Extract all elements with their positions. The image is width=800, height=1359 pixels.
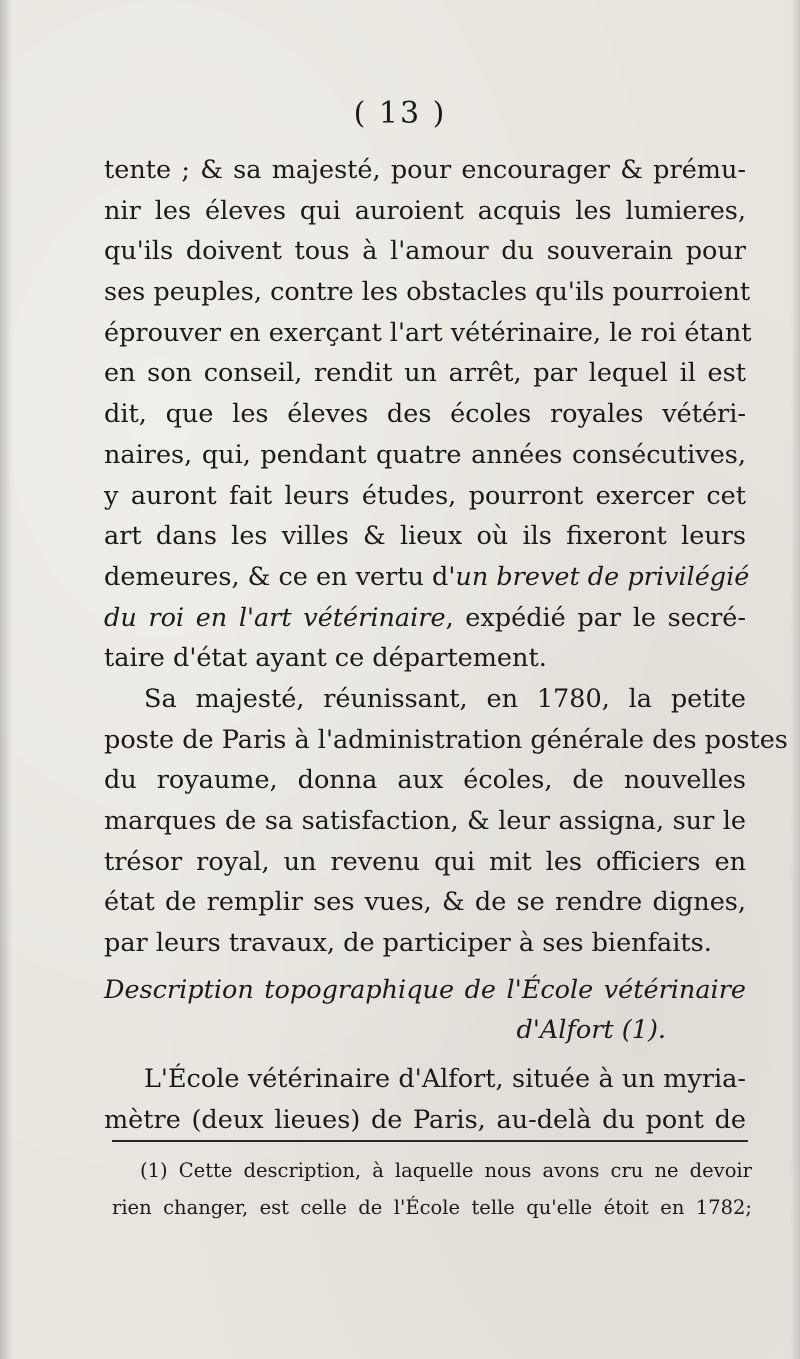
text-run: demeures, & ce en vertu d' (104, 561, 456, 592)
paragraph-line: trésor royal, un revenu qui mit les officiers en (104, 846, 746, 877)
page-number: ( 13 ) (353, 96, 447, 131)
text-line-with-italic (104, 557, 750, 598)
paragraph-line: Sa majesté, réunissant, en 1780, la petite (144, 683, 746, 714)
text-line: taire d'état ayant ce département. (104, 643, 547, 674)
section-heading-text: d'Alfort (1). (516, 1015, 666, 1046)
text-line: nir les éleves qui auroient acquis les lumieres, (104, 195, 746, 226)
text-line: éprouver en exerçant l'art vétérinaire, le roi étant (104, 317, 752, 348)
footnote-line: rien changer, est celle de l'École telle qu'elle étoit en 1782; (112, 1196, 752, 1219)
text-line: y auront fait leurs études, pourront exercer cet (104, 480, 746, 511)
italic-run: du roi en l'art vétérinaire (104, 602, 446, 633)
text-line: qu'ils doivent tous à l'amour du souverain pour (104, 236, 746, 267)
paragraph-line: par leurs travaux, de participer à ses bienfaits. (104, 928, 712, 959)
paragraph-line: état de remplir ses vues, & de se rendre dignes, (104, 887, 746, 918)
paragraph-line: mètre (deux lieues) de Paris, au-delà du pont de (104, 1104, 746, 1135)
text-line: naires, qui, pendant quatre années consécutives, (104, 439, 746, 470)
paragraph-line: du royaume, donna aux écoles, de nouvelles (104, 765, 746, 796)
paragraph-line: marques de sa satisfaction, & leur assigna, sur le (104, 806, 746, 836)
text-line: ses peuples, contre les obstacles qu'ils pourroient (104, 277, 751, 308)
footnote-divider (112, 1140, 748, 1142)
section-heading (104, 970, 746, 1011)
section-heading-continued (104, 1010, 746, 1051)
italic-run: un brevet de privilégié (455, 561, 750, 592)
paragraph-line: L'École vétérinaire d'Alfort, située à un myria- (144, 1064, 746, 1095)
paragraph-line: poste de Paris à l'administration générale des postes (104, 724, 788, 755)
page-edge-shadow-right (790, 0, 800, 1359)
text-line: tente ; & sa majesté, pour encourager & prému- (104, 155, 746, 185)
text-line: art dans les villes & lieux où ils fixeront leurs (104, 521, 746, 552)
text-run: , expédié par le secré- (445, 602, 746, 633)
text-line-with-italic (104, 598, 746, 639)
page-edge-shadow-left (0, 0, 12, 1359)
text-line: en son conseil, rendit un arrêt, par lequel il est (104, 358, 746, 389)
footnote (112, 1152, 752, 1226)
footnote-line: (1) Cette description, à laquelle nous avons cru ne devoir (140, 1159, 752, 1182)
section-heading-text: Description topographique de l'École vétérinaire (104, 974, 746, 1005)
body-text (104, 150, 788, 1141)
text-line: dit, que les éleves des écoles royales vétéri- (104, 399, 746, 430)
